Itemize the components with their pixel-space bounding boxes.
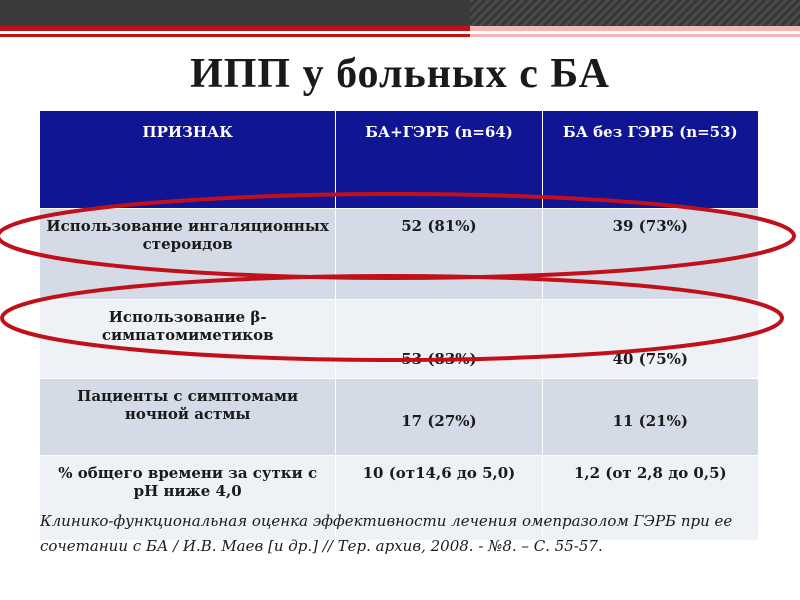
cell-ba-gerd: 17 (27%): [336, 379, 542, 456]
top-striped-bar: [470, 0, 800, 26]
table-row: [40, 379, 759, 456]
citation-text: Клинико-функциональная оценка эффективности лечения омепразолом ГЭРБ при ее сочетании с БА / И.В. Маев [и др.] // Тер. архив, 2008. - №8. – С. 55-57.: [40, 512, 733, 555]
table-row: [40, 300, 759, 379]
cell-ba-no-gerd: 40 (75%): [542, 300, 758, 379]
header-ba-no-gerd: БА без ГЭРБ (n=53): [542, 111, 758, 209]
header-sign: ПРИЗНАК: [40, 111, 336, 209]
row-label: Пациенты с симптомами ночной астмы: [40, 379, 336, 456]
cell-ba-gerd: 52 (81%): [336, 209, 542, 300]
slide-title: ИПП у больных с БА: [190, 51, 610, 97]
row-label: Использование ингаляционных стероидов: [40, 209, 336, 300]
row-label: Использование β-симпатомиметиков: [40, 300, 336, 379]
cell-ba-no-gerd: 39 (73%): [542, 209, 758, 300]
top-pink-line: [470, 26, 800, 31]
table-row: [40, 209, 759, 300]
cell-ba-no-gerd: 11 (21%): [542, 379, 758, 456]
row-label: % общего времени за сутки с рН ниже 4,0: [40, 456, 336, 541]
cell-ba-no-gerd: 1,2 (от 2,8 до 0,5): [542, 456, 758, 541]
comparison-table: [40, 111, 759, 541]
header-ba-gerd: БА+ГЭРБ (n=64): [336, 111, 542, 209]
table-header-row: [40, 111, 759, 209]
cell-ba-gerd: 53 (83%): [336, 300, 542, 379]
top-pink-line-lower: [470, 34, 800, 37]
cell-ba-gerd: 10 (от14,6 до 5,0): [336, 456, 542, 541]
